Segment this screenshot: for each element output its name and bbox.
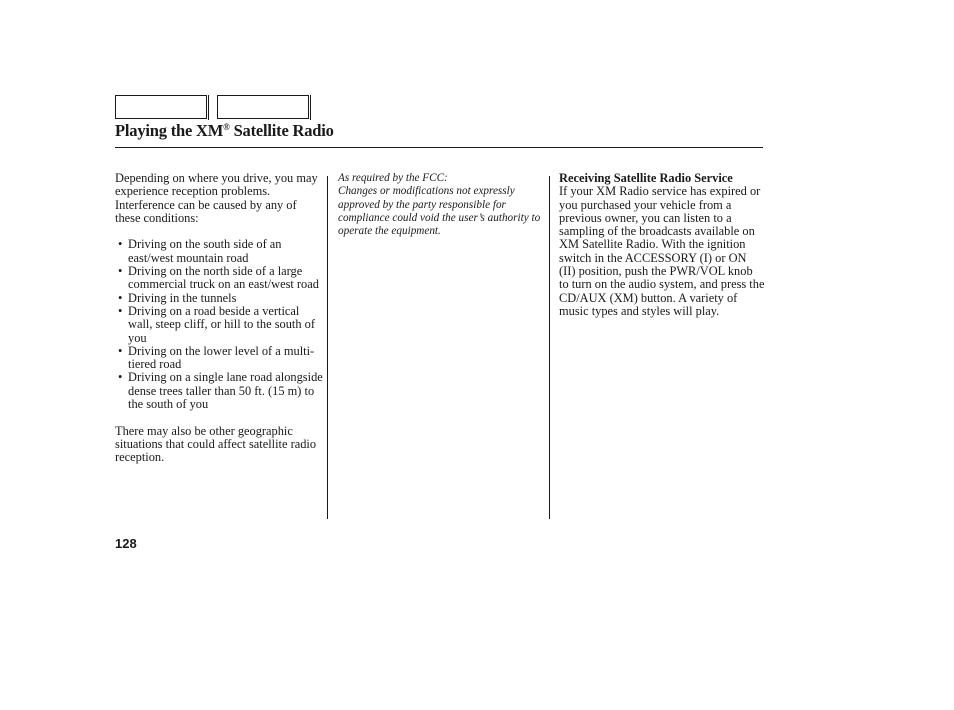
page-number: 128 [115, 536, 137, 551]
list-item: • Driving on a single lane road alongside dense trees taller than 50 ft. (15 m) to the south of you [115, 371, 323, 411]
list-item: • Driving on the lower level of a multi-tiered road [115, 345, 323, 372]
registered-mark: ® [223, 122, 230, 132]
header-tab-box-2 [217, 95, 309, 119]
header-tab-box-1 [115, 95, 207, 119]
title-rule [115, 147, 763, 148]
column-middle [338, 172, 544, 238]
fcc-notice: Changes or modifications not expressly approved by the party responsible for compliance could void the user’s authority to operate the equipment. [338, 185, 541, 238]
conditions-list [115, 238, 323, 411]
list-item: • Driving on the north side of a large commercial truck on an east/west road [115, 265, 323, 292]
page-title [115, 121, 334, 141]
column-divider-1 [327, 176, 328, 519]
intro-paragraph: Depending on where you drive, you may experience reception problems. Interference can be caused by any of these conditions: [115, 171, 318, 225]
fcc-heading: As required by the FCC: [338, 172, 448, 184]
column-left [115, 172, 323, 465]
closing-paragraph: There may also be other geographic situations that could affect satellite radio reception. [115, 423, 317, 465]
list-item: • Driving on a road beside a vertical wall, steep cliff, or hill to the south of you [115, 305, 323, 345]
title-rest: Satellite Radio [229, 121, 334, 140]
column-divider-2 [549, 176, 550, 519]
column-right [559, 172, 765, 318]
section-heading: Receiving Satellite Radio Service [559, 171, 733, 185]
section-body: If your XM Radio service has expired or you purchased your vehicle from a previous owner, you can listen to a sampling of the broadcasts available on XM Satellite Radio. With the ignition switch in the ACCESSORY (I) or ON (II) position, push the PWR/VOL knob to turn on the audio system, and press the CD/AUX (XM) button. A variety of music types and styles will play. [559, 184, 765, 318]
list-item: • Driving in the tunnels [115, 292, 323, 305]
list-item: • Driving on the south side of an east/west mountain road [115, 238, 323, 265]
title-main: Playing the XM [115, 121, 224, 140]
